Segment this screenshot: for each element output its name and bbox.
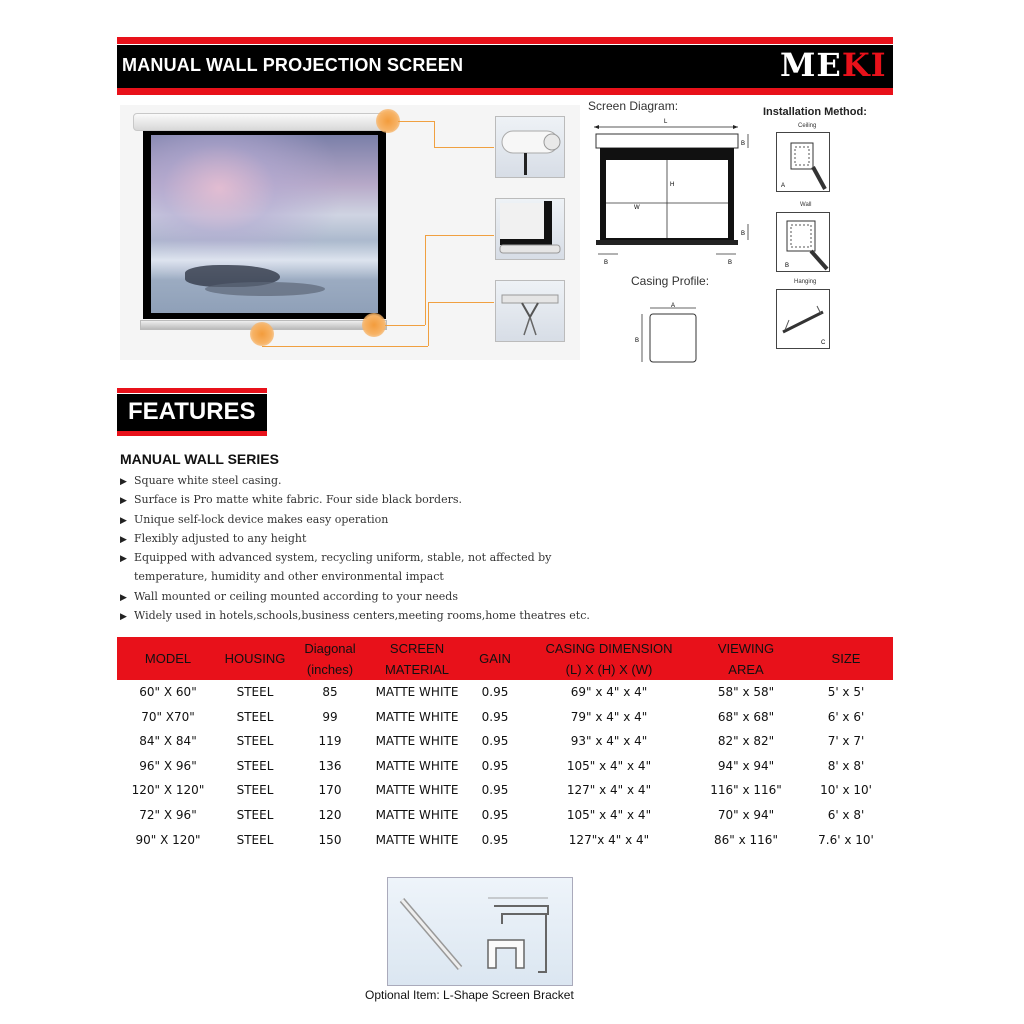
cell-housing: STEEL [236,783,274,798]
feature-item-continuation [120,567,640,586]
profile-label-b: B [635,338,640,344]
feature-text: Square white steel casing. [134,474,282,487]
feature-item [120,548,640,567]
callout-dot-pull [250,322,274,346]
feature-text: Unique self-lock device makes easy operation [134,512,389,526]
cell-model: 90" X 120" [135,832,201,847]
casing-profile-label: Casing Profile: [631,274,710,288]
cell-housing: STEEL [236,709,274,724]
cell-gain: 0.95 [481,783,509,798]
bullet-arrow-icon: ▶ [120,612,127,623]
cell-diagonal: 136 [318,758,342,773]
col-header-material-2: MATERIAL [384,662,450,677]
wall-mount-illustration [777,213,829,271]
cell-material: MATTE WHITE [375,758,459,773]
leader-line [434,147,494,148]
leader-line [428,302,494,303]
feature-item [120,471,640,490]
col-header-diagonal: Diagonal [304,641,356,656]
leader-line [398,121,434,122]
col-header-gain: GAIN [479,651,511,666]
col-header-housing: HOUSING [224,651,286,666]
leader-line [425,235,426,325]
dim-label-l: L [664,119,668,125]
detail-black-border [495,198,565,260]
screen-diagram-label: Screen Diagram: [588,99,679,113]
cell-housing: STEEL [236,734,274,749]
cell-model: 84" X 84" [139,734,197,749]
screen-casing [133,113,395,131]
bullet-arrow-icon: ▶ [120,554,127,565]
cell-casing-dimension: 79" x 4" x 4" [570,709,648,724]
brand-logo [780,46,887,84]
cell-material: MATTE WHITE [375,685,459,699]
cell-casing-dimension: 127"x 4" x 4" [568,832,650,847]
bullet-arrow-icon: ▶ [120,515,127,526]
cell-diagonal: 119 [318,734,342,749]
screen-diagram [588,112,758,272]
cell-size: 10' x 10' [820,783,872,798]
cell-diagonal: 99 [322,709,338,724]
casing-end-illustration [496,117,564,177]
cell-material: MATTE WHITE [375,832,459,847]
cell-gain: 0.95 [481,685,509,699]
leader-line [425,235,494,236]
cell-casing-dimension: 127" x 4" x 4" [566,783,652,798]
feature-list [120,471,640,625]
cell-viewing-area: 94" x 94" [717,758,775,773]
features-title: FEATURES [128,398,256,425]
border-illustration [496,199,564,259]
profile-label-a: A [671,303,676,309]
pull-handle-illustration [496,281,564,341]
cell-diagonal: 85 [322,685,338,699]
method-wall-label: Wall [800,202,812,208]
cell-model: 70" X70" [141,709,195,724]
features-accent-top [117,388,267,393]
col-header-diagonal-unit: (inches) [306,662,354,677]
cell-gain: 0.95 [481,734,509,749]
leader-line [434,121,435,147]
leader-line [262,346,428,347]
page-title: MANUAL WALL PROJECTION SCREEN [122,55,464,75]
cell-size: 6' x 8' [827,808,865,822]
cell-model: 72" X 96" [139,808,197,822]
cell-gain: 0.95 [481,709,509,724]
cell-diagonal: 150 [318,832,342,847]
l-shape-bracket-illustration [388,878,572,985]
feature-text: Surface is Pro matte white fabric. Four side black borders. [134,493,463,507]
bullet-arrow-icon: ▶ [120,477,127,487]
detail-pull-handle [495,280,565,342]
install-method-hanging [776,289,830,349]
feature-item [120,587,640,606]
cell-housing: STEEL [236,685,274,699]
cell-size: 5' x 5' [827,685,865,699]
install-method-ceiling [776,132,830,192]
logo-text-me: ME [780,46,842,84]
cell-viewing-area: 86" x 116" [714,832,778,847]
cell-material: MATTE WHITE [375,734,459,749]
col-header-viewing: VIEWING [717,641,775,656]
feature-text: Widely used in hotels,schools,business centers,meeting rooms,home theatres etc. [134,609,590,623]
cell-gain: 0.95 [481,758,509,773]
dim-label-h: H [670,182,675,188]
feature-text: temperature, humidity and other environmental impact [134,570,444,584]
bullet-arrow-icon: ▶ [120,592,127,603]
header-accent-top [117,37,893,44]
casing-profile-diagram [632,302,702,366]
dim-label-b: B [728,260,733,266]
leader-line [385,325,425,326]
cell-diagonal: 120 [318,808,342,822]
features-accent-bottom [117,431,267,436]
cell-casing-dimension: 105" x 4" x 4" [566,808,652,822]
header-accent-bottom [117,88,893,95]
cell-viewing-area: 70" x 94" [717,808,775,822]
cell-diagonal: 170 [318,783,342,798]
bullet-arrow-icon: ▶ [120,496,127,507]
optional-item-caption: Optional Item: L-Shape Screen Bracket [365,988,574,1002]
bracket-photo [387,877,573,986]
cell-material: MATTE WHITE [375,783,459,798]
method-label-c: C [821,340,826,346]
feature-item [120,510,640,529]
feature-item [120,490,640,509]
feature-text: Flexibly adjusted to any height [134,531,307,545]
leader-line [428,302,429,346]
cell-size: 7' x 7' [827,734,865,749]
col-header-casing: CASING DIMENSION [545,641,673,656]
feature-item [120,606,640,625]
cell-model: 96" X 96" [139,758,197,773]
cell-size: 6' x 6' [827,709,865,724]
cell-housing: STEEL [236,808,274,822]
cell-material: MATTE WHITE [375,709,459,724]
dim-label-w: W [634,205,640,211]
cell-viewing-area: 58" x 58" [717,685,775,699]
cell-model: 120" X 120" [131,783,205,798]
installation-method-label: Installation Method: [763,106,867,118]
cell-casing-dimension: 69" x 4" x 4" [570,685,648,699]
series-title: MANUAL WALL SERIES [120,451,279,467]
cell-casing-dimension: 93" x 4" x 4" [570,734,648,749]
method-ceiling-label: Ceiling [798,123,817,129]
cell-gain: 0.95 [481,808,509,822]
dim-label-b: B [741,231,746,237]
cell-viewing-area: 116" x 116" [710,783,782,798]
cell-casing-dimension: 105" x 4" x 4" [566,758,652,773]
detail-casing-end [495,116,565,178]
col-header-casing-dims: (L) X (H) X (W) [565,662,653,677]
cell-housing: STEEL [236,832,274,847]
cell-housing: STEEL [236,758,274,773]
cell-size: 7.6' x 10' [818,832,874,847]
callout-dot-border [362,313,386,337]
cell-size: 8' x 8' [827,758,865,773]
method-label-b: B [785,263,790,269]
cell-gain: 0.95 [481,832,509,847]
logo-text-ki: KI [841,46,887,84]
feature-item [120,529,640,548]
feature-text: Wall mounted or ceiling mounted according to your needs [134,589,458,603]
cell-model: 60" X 60" [139,685,197,699]
col-header-viewing-2: AREA [728,662,764,677]
hanging-mount-illustration [777,290,829,348]
feature-text: Equipped with advanced system, recycling uniform, stable, not affected by [134,551,552,565]
col-header-material: SCREEN [389,641,445,656]
col-header-model: MODEL [144,651,192,666]
method-hanging-label: Hanging [794,279,817,285]
col-header-size: SIZE [831,651,861,666]
method-label-a: A [781,183,786,189]
cell-viewing-area: 82" x 82" [717,734,775,749]
image-rock-shadow [205,282,325,296]
ceiling-mount-illustration [777,133,829,191]
dim-label-b: B [604,260,609,266]
callout-dot-casing [376,109,400,133]
cell-material: MATTE WHITE [375,808,459,822]
install-method-wall [776,212,830,272]
bullet-arrow-icon: ▶ [120,534,127,545]
dim-label-b: B [741,141,746,147]
cell-viewing-area: 68" x 68" [717,709,775,724]
